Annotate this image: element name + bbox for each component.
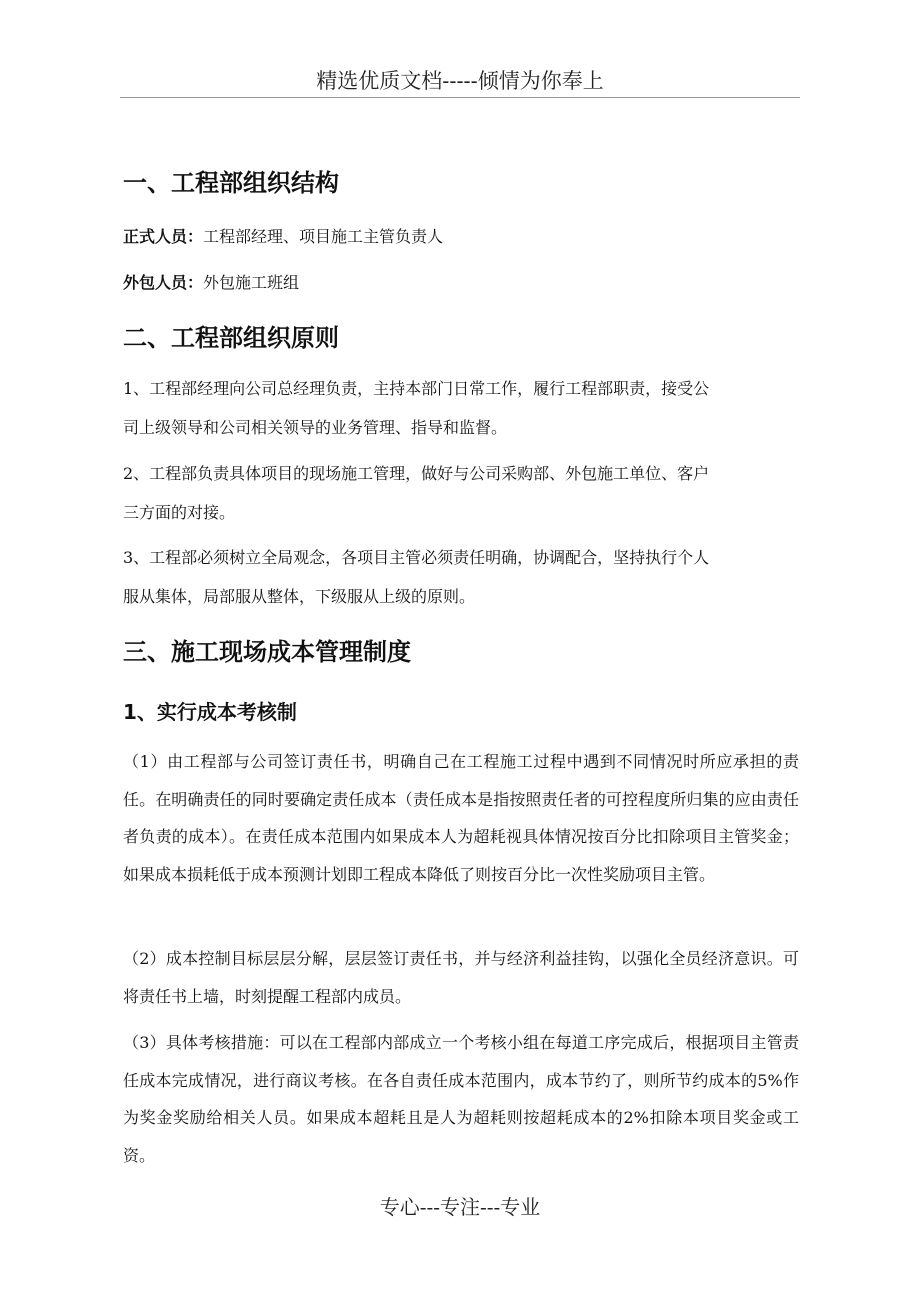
outsource-staff-value: 外包施工班组	[203, 273, 300, 292]
principle-1-line-1: 1、工程部经理向公司总经理负责，主持本部门日常工作，履行工程部职责，接受公	[123, 379, 710, 398]
principle-2-line-1: 2、工程部负责具体项目的现场施工管理，做好与公司采购部、外包施工单位、客户	[123, 464, 710, 483]
header-divider	[120, 97, 800, 98]
cost-paragraph-2: （2）成本控制目标层层分解，层层签订责任书，并与经济利益挂钩，以强化全员经济意识。可将责任书上墙，时刻提醒工程部内成员。	[123, 949, 799, 1006]
cost-paragraph-1: （1）由工程部与公司签订责任书，明确自己在工程施工过程中遇到不同情况时所应承担的责任。在明确责任的同时要确定责任成本（责任成本是指按照责任者的可控程度所归集的应由责任者负责的成本）。在责任成本范围内如果成本人为超耗视具体情况按百分比扣除项目主管奖金；如果成本损耗低于成本预测计划即工程成本降低了则按百分比一次性奖励项目主管。	[123, 752, 799, 884]
formal-staff-value: 工程部经理、项目施工主管负责人	[203, 227, 444, 246]
formal-staff-label: 正式人员：	[123, 227, 204, 246]
page-header: 精选优质文档-----倾情为你奉上	[316, 69, 604, 93]
principle-1-line-2: 司上级领导和公司相关领导的业务管理、指导和监督。	[123, 418, 508, 437]
outsource-staff-label: 外包人员：	[123, 273, 204, 292]
cost-paragraph-3: （3）具体考核措施：可以在工程部内部成立一个考核小组在每道工序完成后，根据项目主管责任成本完成情况，进行商议考核。在各自责任成本范围内，成本节约了，则所节约成本的5%作为奖金奖励给相关人员。如果成本超耗且是人为超耗则按超耗成本的2%扣除本项目奖金或工资。	[123, 1033, 799, 1165]
section-title-cost-management: 三、施工现场成本管理制度	[123, 638, 411, 666]
section-title-organization-structure: 一、工程部组织结构	[123, 169, 339, 197]
outsource-staff-line	[123, 271, 299, 295]
section-title-organization-principles: 二、工程部组织原则	[123, 324, 339, 352]
principle-3-line-2: 服从集体，局部服从整体，下级服从上级的原则。	[123, 587, 476, 606]
subsection-title-cost-assessment: 1、实行成本考核制	[123, 700, 297, 724]
page-footer: 专心---专注---专业	[379, 1195, 541, 1219]
formal-staff-line	[123, 225, 443, 249]
principle-2-line-2: 三方面的对接。	[123, 503, 236, 522]
principle-3-line-1: 3、工程部必须树立全局观念，各项目主管必须责任明确，协调配合，坚持执行个人	[123, 548, 710, 567]
